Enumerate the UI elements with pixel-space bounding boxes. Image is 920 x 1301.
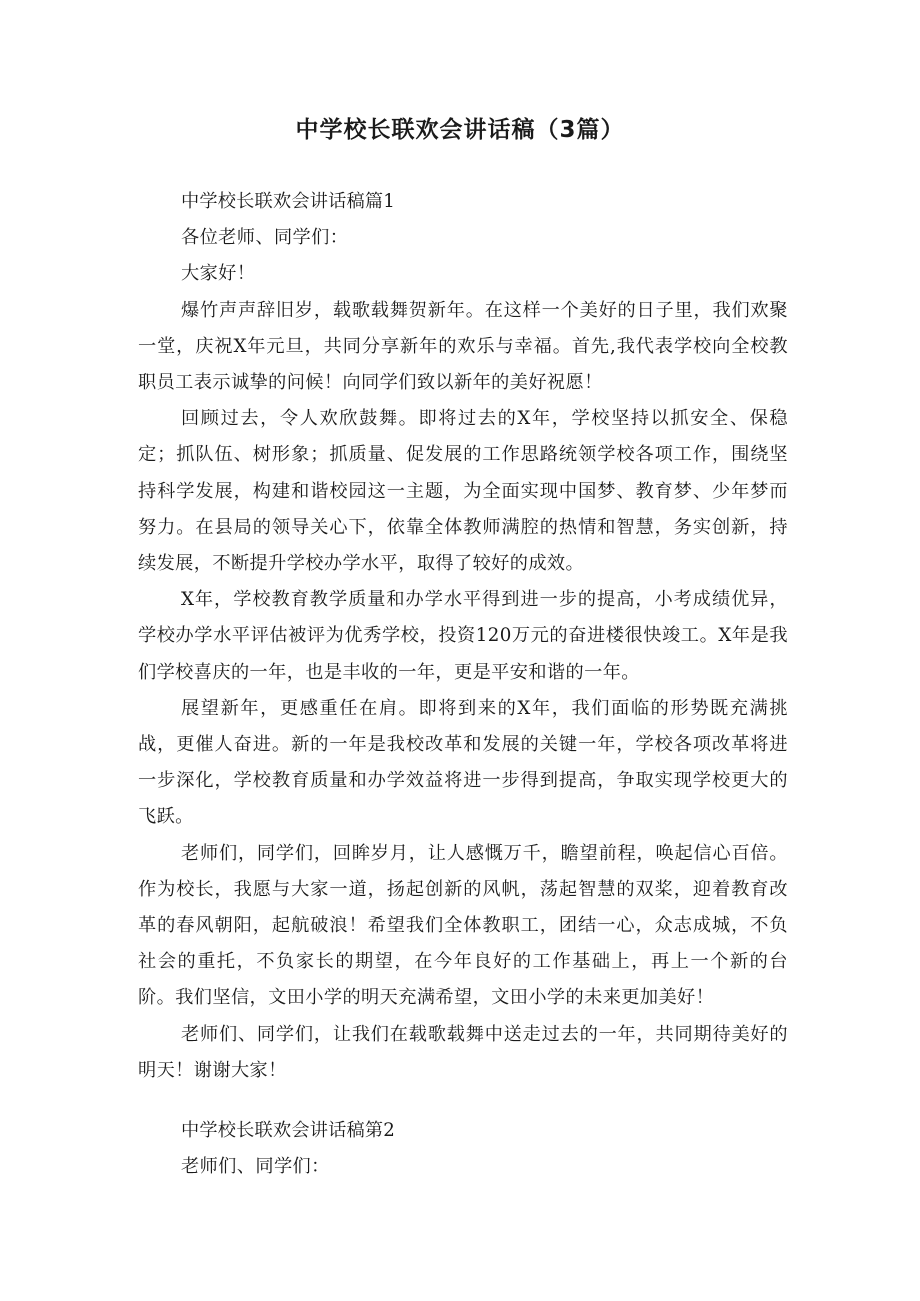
- speech-1-paragraph: 展望新年，更感重任在肩。即将到来的X年，我们面临的形势既充满挑战，更催人奋进。新的一年是我校改革和发展的关键一年，学校各项改革将进一步深化，学校教育质量和办学效益将进一步得到提高，争取实现学校更大的飞跃。: [138, 697, 788, 828]
- speech-1-heading: 中学校长联欢会讲话稿篇1: [181, 191, 396, 212]
- speech-1-greeting: 大家好！: [181, 263, 256, 285]
- document-body: [138, 184, 788, 1185]
- speech-1-paragraph: 老师们，同学们，回眸岁月，让人感慨万千，瞻望前程，唤起信心百倍。作为校长，我愿与大家一道，扬起创新的风帆，荡起智慧的双桨，迎着教育改革的春风朝阳，起航破浪！希望我们全体教职工，团结一心，众志成城，不负社会的重托，不负家长的期望，在今年良好的工作基础上，再上一个新的台阶。我们坚信，文田小学的明天充满希望，文田小学的未来更加美好！: [138, 842, 788, 1009]
- speech-1-salutation: 各位老师、同学们：: [181, 227, 349, 249]
- speech-1-paragraph: 爆竹声声辞旧岁，载歌载舞贺新年。在这样一个美好的日子里，我们欢聚一堂，庆祝X年元旦，共同分享新年的欢乐与幸福。首先,我代表学校向全校教职员工表示诚挚的问候！向同学们致以新年的美好祝愿！: [138, 299, 788, 394]
- speech-1-paragraph: 回顾过去，令人欢欣鼓舞。即将过去的X年，学校坚持以抓安全、保稳定；抓队伍、树形象；抓质量、促发展的工作思路统领学校各项工作，围绕坚持科学发展，构建和谐校园这一主题，为全面实现中国梦、教育梦、少年梦而努力。在县局的领导关心下，依靠全体教师满腔的热情和智慧，务实创新，持续发展，不断提升学校办学水平，取得了较好的成效。: [138, 408, 788, 575]
- speech-1-paragraph: 老师们、同学们，让我们在载歌载舞中送走过去的一年，共同期待美好的明天！谢谢大家！: [138, 1023, 788, 1081]
- document-title: 中学校长联欢会讲话稿（3篇）: [295, 117, 625, 143]
- speech-1-paragraph: X年，学校教育教学质量和办学水平得到进一步的提高，小考成绩优异，学校办学水平评估被评为优秀学校，投资120万元的奋进楼很快竣工。X年是我们学校喜庆的一年，也是丰收的一年，更是平安和谐的一年。: [138, 589, 788, 683]
- speech-2-salutation: 老师们、同学们：: [181, 1156, 330, 1178]
- speech-2-heading: 中学校长联欢会讲话稿第2: [181, 1120, 396, 1142]
